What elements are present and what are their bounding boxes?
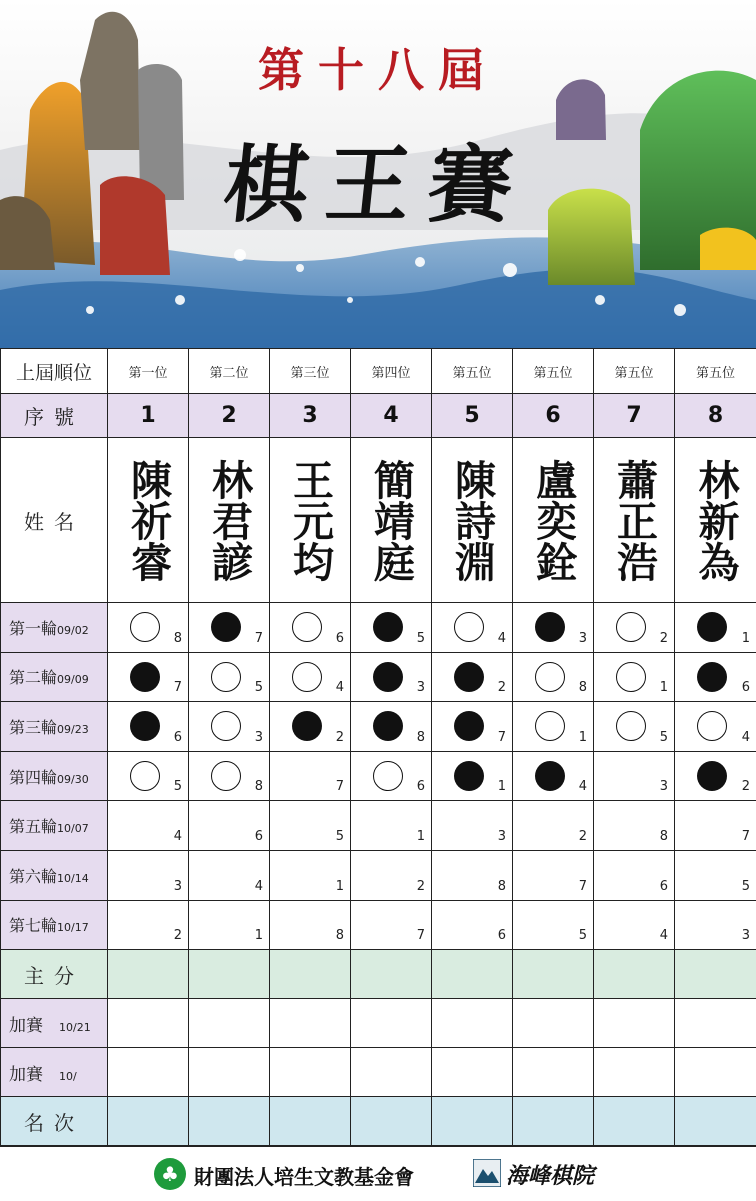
white-stone-icon (211, 662, 241, 692)
white-stone-icon (211, 711, 241, 741)
black-stone-icon (130, 662, 160, 692)
black-stone-icon (697, 612, 727, 642)
round-row (1, 801, 756, 851)
round-date: 09/23 (57, 723, 89, 736)
academy-name: 海峰棋院 (506, 1159, 594, 1190)
opponent-number: 3 (742, 928, 750, 943)
black-stone-icon (373, 662, 403, 692)
seq-number: 7 (594, 394, 675, 438)
foundation-name: 財團法人培生文教基金會 (194, 1161, 414, 1190)
round-label (1, 751, 108, 801)
round-row (1, 900, 756, 950)
opponent-number: 4 (255, 879, 263, 894)
game-cell (270, 751, 351, 801)
tiebreak-name: 加賽 (9, 1016, 43, 1036)
prev-rank-row (1, 349, 756, 394)
player-name: 陳祈睿 (122, 459, 174, 582)
tiebreak-row-cell (675, 999, 756, 1048)
tiebreak-row-cell (270, 999, 351, 1048)
game-cell (108, 850, 189, 900)
game-cell (108, 751, 189, 801)
game-cell (513, 850, 594, 900)
seq-number: 4 (351, 394, 432, 438)
round-label (1, 652, 108, 702)
opponent-number: 6 (336, 631, 344, 646)
white-stone-icon (130, 612, 160, 642)
white-stone-icon (616, 662, 646, 692)
score-row-cell (675, 950, 756, 999)
opponent-number: 4 (336, 680, 344, 695)
black-stone-icon (373, 711, 403, 741)
score-row-cell (351, 950, 432, 999)
tiebreak-row-cell (432, 1048, 513, 1097)
game-cell (675, 603, 756, 653)
tiebreak-row-cell (270, 1048, 351, 1097)
game-cell (270, 652, 351, 702)
prev-rank-label: 上屆順位 (1, 349, 108, 394)
opponent-number: 1 (417, 829, 425, 844)
opponent-number: 3 (417, 680, 425, 695)
opponent-number: 2 (742, 779, 750, 794)
game-cell (432, 702, 513, 752)
game-cell (675, 850, 756, 900)
game-cell (270, 900, 351, 950)
placing-row-cell (189, 1097, 270, 1146)
game-cell (270, 801, 351, 851)
opponent-number: 1 (255, 928, 263, 943)
player-name-cell (675, 438, 756, 603)
sponsor-footer (0, 1146, 756, 1201)
game-cell (189, 751, 270, 801)
prev-rank-cell: 第五位 (513, 349, 594, 394)
white-stone-icon (616, 612, 646, 642)
seq-number: 8 (675, 394, 756, 438)
opponent-number: 8 (498, 879, 506, 894)
white-stone-icon (373, 761, 403, 791)
name-label: 姓名 (1, 438, 108, 603)
player-name: 陳詩淵 (446, 459, 498, 582)
opponent-number: 5 (579, 928, 587, 943)
game-cell (594, 603, 675, 653)
tiebreak-row-cell (594, 1048, 675, 1097)
tiebreak-label (1, 1048, 108, 1097)
seq-number: 2 (189, 394, 270, 438)
game-cell (351, 751, 432, 801)
game-cell (675, 801, 756, 851)
white-stone-icon (616, 711, 646, 741)
tiebreak-row-cell (108, 999, 189, 1048)
game-cell (189, 652, 270, 702)
player-name: 林新為 (690, 459, 742, 582)
tiebreak-row-cell (675, 1048, 756, 1097)
prev-rank-cell: 第二位 (189, 349, 270, 394)
opponent-number: 4 (660, 928, 668, 943)
game-cell (108, 900, 189, 950)
seq-number: 5 (432, 394, 513, 438)
game-cell (189, 801, 270, 851)
opponent-number: 5 (417, 631, 425, 646)
black-stone-icon (373, 612, 403, 642)
game-cell (189, 900, 270, 950)
game-cell (513, 751, 594, 801)
player-name-cell (270, 438, 351, 603)
opponent-number: 8 (417, 730, 425, 745)
opponent-number: 1 (498, 779, 506, 794)
round-name: 第七輪 (9, 916, 57, 935)
game-cell (432, 850, 513, 900)
game-cell (270, 603, 351, 653)
score-row-cell (432, 950, 513, 999)
opponent-number: 4 (498, 631, 506, 646)
round-name: 第三輪 (9, 718, 57, 737)
opponent-number: 7 (174, 680, 182, 695)
placing-label: 名次 (1, 1097, 108, 1146)
opponent-number: 8 (579, 680, 587, 695)
edition-title: 第十八屆 (0, 34, 756, 100)
name-row (1, 438, 756, 603)
opponent-number: 6 (498, 928, 506, 943)
white-stone-icon (130, 761, 160, 791)
round-label (1, 850, 108, 900)
banner (0, 0, 756, 348)
opponent-number: 5 (742, 879, 750, 894)
score-row-cell (594, 950, 675, 999)
black-stone-icon (292, 711, 322, 741)
game-cell (513, 801, 594, 851)
prev-rank-cell: 第一位 (108, 349, 189, 394)
white-stone-icon (292, 662, 322, 692)
player-name-cell (351, 438, 432, 603)
black-stone-icon (454, 761, 484, 791)
results-table (0, 348, 756, 1146)
seq-label: 序號 (1, 394, 108, 438)
placing-row-cell (594, 1097, 675, 1146)
game-cell (351, 603, 432, 653)
round-name: 第六輪 (9, 867, 57, 886)
opponent-number: 6 (255, 829, 263, 844)
seq-number: 3 (270, 394, 351, 438)
tiebreak-date: 10/ (59, 1070, 77, 1083)
opponent-number: 7 (255, 631, 263, 646)
opponent-number: 4 (174, 829, 182, 844)
game-cell (594, 900, 675, 950)
round-name: 第一輪 (9, 619, 57, 638)
black-stone-icon (130, 711, 160, 741)
round-label (1, 900, 108, 950)
game-cell (594, 850, 675, 900)
opponent-number: 8 (336, 928, 344, 943)
opponent-number: 3 (174, 879, 182, 894)
game-cell (108, 652, 189, 702)
game-cell (351, 900, 432, 950)
opponent-number: 2 (579, 829, 587, 844)
player-name-cell (108, 438, 189, 603)
opponent-number: 2 (336, 730, 344, 745)
game-cell (351, 652, 432, 702)
opponent-number: 1 (579, 730, 587, 745)
opponent-number: 7 (417, 928, 425, 943)
round-row (1, 751, 756, 801)
game-cell (108, 801, 189, 851)
round-row (1, 603, 756, 653)
tiebreak-row-cell (432, 999, 513, 1048)
round-name: 第二輪 (9, 668, 57, 687)
player-name: 簡靖庭 (365, 459, 417, 582)
opponent-number: 8 (255, 779, 263, 794)
tiebreak-name: 加賽 (9, 1065, 43, 1085)
game-cell (351, 702, 432, 752)
opponent-number: 6 (742, 680, 750, 695)
opponent-number: 1 (660, 680, 668, 695)
placing-row-cell (351, 1097, 432, 1146)
player-name: 蕭正浩 (608, 459, 660, 582)
game-cell (351, 801, 432, 851)
round-date: 09/09 (57, 673, 89, 686)
opponent-number: 2 (174, 928, 182, 943)
opponent-number: 4 (742, 730, 750, 745)
opponent-number: 3 (579, 631, 587, 646)
black-stone-icon (535, 612, 565, 642)
placing-row-cell (432, 1097, 513, 1146)
opponent-number: 1 (742, 631, 750, 646)
prev-rank-cell: 第三位 (270, 349, 351, 394)
placing-row-cell (513, 1097, 594, 1146)
opponent-number: 7 (579, 879, 587, 894)
placing-row-cell (270, 1097, 351, 1146)
white-stone-icon (535, 711, 565, 741)
tiebreak-row-cell (108, 1048, 189, 1097)
opponent-number: 5 (174, 779, 182, 794)
prev-rank-cell: 第五位 (675, 349, 756, 394)
game-cell (513, 702, 594, 752)
score-row-cell (189, 950, 270, 999)
game-cell (189, 603, 270, 653)
opponent-number: 6 (417, 779, 425, 794)
game-cell (432, 801, 513, 851)
game-cell (432, 900, 513, 950)
seq-row (1, 394, 756, 438)
score-row-cell (108, 950, 189, 999)
round-name: 第四輪 (9, 768, 57, 787)
opponent-number: 2 (660, 631, 668, 646)
opponent-number: 2 (498, 680, 506, 695)
tiebreak-label (1, 999, 108, 1048)
game-cell (675, 751, 756, 801)
round-label (1, 603, 108, 653)
prev-rank-cell: 第五位 (594, 349, 675, 394)
round-date: 09/02 (57, 624, 89, 637)
player-name: 王元均 (284, 459, 336, 582)
white-stone-icon (292, 612, 322, 642)
score-label: 主分 (1, 950, 108, 999)
game-cell (675, 702, 756, 752)
game-cell (594, 652, 675, 702)
placing-row-cell (108, 1097, 189, 1146)
prev-rank-cell: 第四位 (351, 349, 432, 394)
opponent-number: 7 (742, 829, 750, 844)
clover-icon: ♣ (154, 1158, 186, 1190)
game-cell (675, 652, 756, 702)
event-title: 棋王賽 (0, 118, 756, 239)
game-cell (108, 603, 189, 653)
opponent-number: 6 (660, 879, 668, 894)
game-cell (513, 652, 594, 702)
seq-number: 1 (108, 394, 189, 438)
opponent-number: 7 (336, 779, 344, 794)
game-cell (594, 702, 675, 752)
game-cell (108, 702, 189, 752)
player-name-cell (513, 438, 594, 603)
mountain-logo-icon (473, 1159, 501, 1187)
player-name-cell (432, 438, 513, 603)
tiebreak-row-cell (189, 999, 270, 1048)
player-name-cell (594, 438, 675, 603)
placing-row-cell (675, 1097, 756, 1146)
tiebreak-date: 10/21 (59, 1021, 91, 1034)
black-stone-icon (697, 761, 727, 791)
round-label (1, 702, 108, 752)
opponent-number: 5 (255, 680, 263, 695)
tiebreak-row-cell (513, 999, 594, 1048)
opponent-number: 8 (660, 829, 668, 844)
tiebreak-row-cell (351, 1048, 432, 1097)
opponent-number: 2 (417, 879, 425, 894)
game-cell (432, 751, 513, 801)
round-row (1, 850, 756, 900)
round-date: 10/14 (57, 872, 89, 885)
white-stone-icon (535, 662, 565, 692)
black-stone-icon (454, 662, 484, 692)
opponent-number: 1 (336, 879, 344, 894)
score-row-cell (270, 950, 351, 999)
tiebreak-row-cell (351, 999, 432, 1048)
round-row (1, 652, 756, 702)
round-date: 10/07 (57, 822, 89, 835)
round-label (1, 801, 108, 851)
tiebreak-row-cell (513, 1048, 594, 1097)
player-name: 林君諺 (203, 459, 255, 582)
black-stone-icon (535, 761, 565, 791)
round-date: 09/30 (57, 773, 89, 786)
round-row (1, 702, 756, 752)
placing-row (1, 1097, 756, 1146)
game-cell (270, 702, 351, 752)
white-stone-icon (211, 761, 241, 791)
game-cell (675, 900, 756, 950)
round-date: 10/17 (57, 921, 89, 934)
opponent-number: 3 (255, 730, 263, 745)
opponent-number: 5 (660, 730, 668, 745)
game-cell (594, 751, 675, 801)
opponent-number: 6 (174, 730, 182, 745)
white-stone-icon (454, 612, 484, 642)
tiebreak-row-cell (594, 999, 675, 1048)
seq-number: 6 (513, 394, 594, 438)
tiebreak-row-cell (189, 1048, 270, 1097)
white-stone-icon (697, 711, 727, 741)
opponent-number: 3 (498, 829, 506, 844)
opponent-number: 5 (336, 829, 344, 844)
prev-rank-cell: 第五位 (432, 349, 513, 394)
game-cell (594, 801, 675, 851)
opponent-number: 4 (579, 779, 587, 794)
player-name-cell (189, 438, 270, 603)
game-cell (432, 652, 513, 702)
game-cell (432, 603, 513, 653)
black-stone-icon (211, 612, 241, 642)
game-cell (513, 603, 594, 653)
black-stone-icon (454, 711, 484, 741)
round-name: 第五輪 (9, 817, 57, 836)
opponent-number: 7 (498, 730, 506, 745)
game-cell (513, 900, 594, 950)
opponent-number: 3 (660, 779, 668, 794)
game-cell (270, 850, 351, 900)
game-cell (189, 702, 270, 752)
tiebreak-row (1, 999, 756, 1048)
game-cell (351, 850, 432, 900)
opponent-number: 8 (174, 631, 182, 646)
tiebreak-row (1, 1048, 756, 1097)
black-stone-icon (697, 662, 727, 692)
game-cell (189, 850, 270, 900)
score-row-cell (513, 950, 594, 999)
score-row (1, 950, 756, 999)
player-name: 盧奕銓 (527, 459, 579, 582)
